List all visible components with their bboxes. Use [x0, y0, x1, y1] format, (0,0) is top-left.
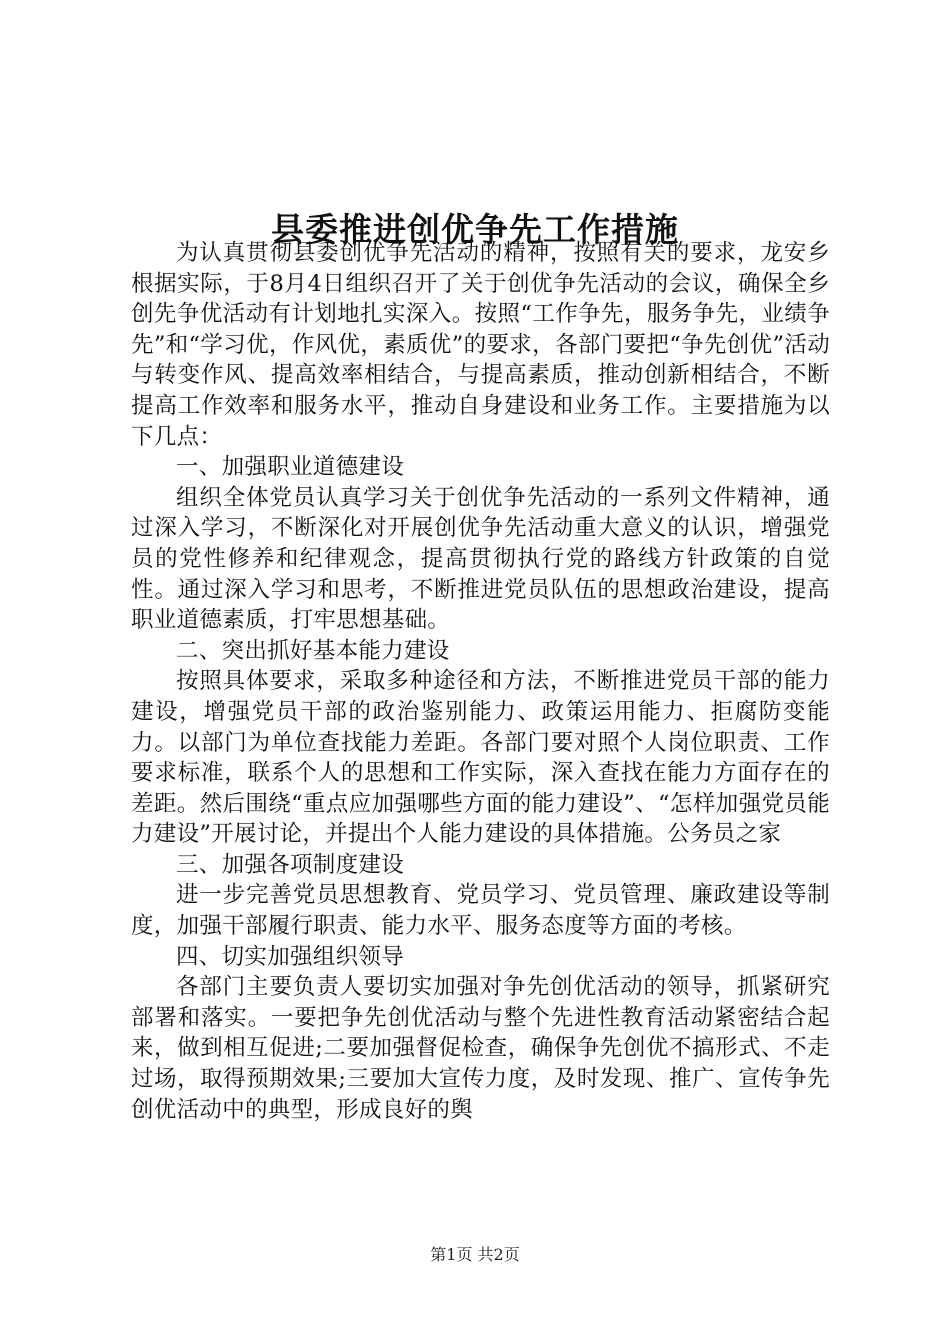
section-heading-4: 四、切实加强组织领导 — [176, 943, 405, 970]
section-2-paragraph: 按照具体要求，采取多种途径和方法，不断推进党员干部的能力建设，增强党员干部的政治鉴别能力、政策运用能力、拒腐防变能力。以部门为单位查找能力差距。各部门要对照个人岗位职责、工作要求标准，联系个人的思想和工作实际，深入查找在能力方面存在的差距。然后围绕“重点应加强哪些方面的能力建设”、“怎样加强党员能力建设”开展讨论，并提出个人能力建设的具体措施。公务员之家 — [131, 668, 830, 848]
section-heading-1: 一、加强职业道德建设 — [176, 454, 405, 481]
section-3-paragraph: 进一步完善党员思想教育、党员学习、党员管理、廉政建设等制度，加强干部履行职责、能力水平、服务态度等方面的考核。 — [131, 882, 830, 940]
document-body — [131, 238, 830, 1125]
section-heading-2: 二、突出抓好基本能力建设 — [176, 637, 450, 664]
page-number-footer: 第1页 共2页 — [430, 1245, 520, 1264]
section-1-paragraph: 组织全体党员认真学习关于创优争先活动的一系列文件精神，通过深入学习，不断深化对开展创优争先活动重大意义的认识，增强党员的党性修养和纪律观念，提高贯彻执行党的路线方针政策的自觉性。通过深入学习和思考，不断推进党员队伍的思想政治建设，提高职业道德素质，打牢思想基础。 — [131, 484, 830, 634]
section-heading-3: 三、加强各项制度建设 — [176, 851, 405, 878]
document-title: 县委推进创优争先工作措施 — [271, 210, 679, 250]
section-4-paragraph: 各部门主要负责人要切实加强对争先创优活动的领导，抓紧研究部署和落实。一要把争先创优活动与整个先进性教育活动紧密结合起来，做到相互促进;二要加强督促检查，确保争先创优不搞形式、不走过场，取得预期效果;三要加大宣传力度，及时发现、推广、宣传争先创优活动中的典型，形成良好的舆 — [131, 974, 830, 1123]
intro-paragraph: 为认真贯彻县委创优争先活动的精神，按照有关的要求，龙安乡根据实际，于8月4日组织召开了关于创优争先活动的会议，确保全乡创先争优活动有计划地扎实深入。按照“工作争先，服务争先，业绩争先”和“学习优，作风优，素质优”的要求，各部门要把“争先创优”活动与转变作风、提高效率相结合，与提高素质，推动创新相结合，不断提高工作效率和服务水平，推动自身建设和业务工作。主要措施为以下几点： — [131, 240, 830, 450]
